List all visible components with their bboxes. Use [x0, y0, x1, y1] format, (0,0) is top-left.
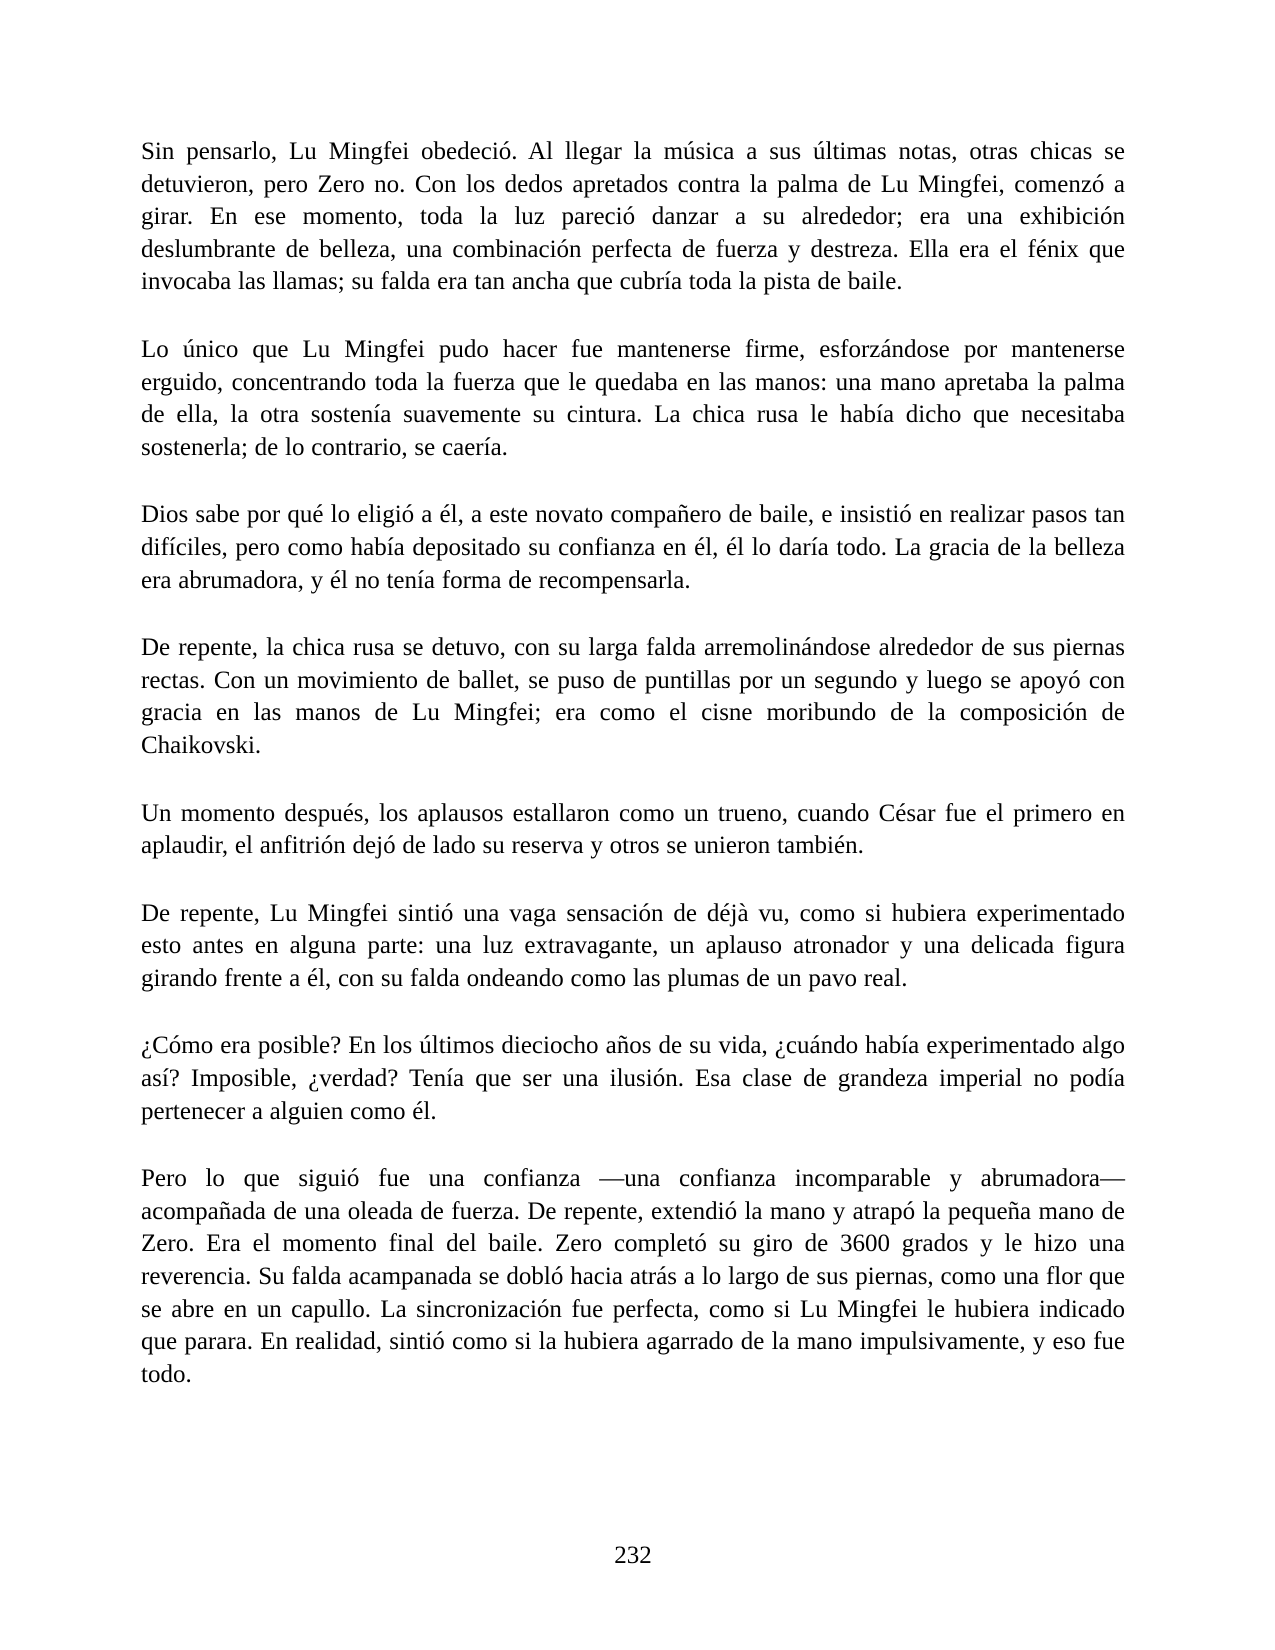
paragraph-2: Lo único que Lu Mingfei pudo hacer fue mantenerse firme, esforzándose por mantenerse erguido, concentrando toda la fuerza que le quedaba en las manos: una mano apretaba la palma de ella, la otra sostenía suavemente su cintura. La chica rusa le había dicho que necesitaba sostenerla; de lo contrario, se caería.	[141, 335, 1125, 461]
paragraph-5: Un momento después, los aplausos estallaron como un trueno, cuando César fue el primero en aplaudir, el anfitrión dejó de lado su reserva y otros se unieron también.	[141, 799, 1125, 860]
paragraph-3: Dios sabe por qué lo eligió a él, a este novato compañero de baile, e insistió en realizar pasos tan difíciles, pero como había depositado su confianza en él, él lo daría todo. La gracia de la belleza era abrumadora, y él no tenía forma de recompensarla.	[141, 501, 1125, 594]
body-text	[141, 136, 1125, 1391]
paragraph-7: ¿Cómo era posible? En los últimos dieciocho años de su vida, ¿cuándo había experimentado algo así? Imposible, ¿verdad? Tenía que ser una ilusión. Esa clase de grandeza imperial no podía pertenecer a alguien como él.	[141, 1032, 1125, 1125]
paragraph-8: Pero lo que siguió fue una confianza —una confianza incomparable y abrumadora— acompañada de una oleada de fuerza. De repente, extendió la mano y atrapó la pequeña mano de Zero. Era el momento final del baile. Zero completó su giro de 3600 grados y le hizo una reverencia. Su falda acampanada se dobló hacia atrás a lo largo de sus piernas, como una flor que se abre en un capullo. La sincronización fue perfecta, como si Lu Mingfei le hubiera indicado que parara. En realidad, sintió como si la hubiera agarrado de la mano impulsivamente, y eso fue todo.	[141, 1165, 1125, 1388]
paragraph-1: Sin pensarlo, Lu Mingfei obedeció. Al llegar la música a sus últimas notas, otras chicas se detuvieron, pero Zero no. Con los dedos apretados contra la palma de Lu Mingfei, comenzó a girar. En ese momento, toda la luz pareció danzar a su alrededor; era una exhibición deslumbrante de belleza, una combinación perfecta de fuerza y destreza. Ella era el fénix que invocaba las llamas; su falda era tan ancha que cubría toda la pista de baile.	[141, 138, 1125, 296]
paragraph-6: De repente, Lu Mingfei sintió una vaga sensación de déjà vu, como si hubiera experimentado esto antes en alguna parte: una luz extravagante, un aplauso atronador y una delicada figura girando frente a él, con su falda ondeando como las plumas de un pavo real.	[141, 899, 1125, 992]
paragraph-4: De repente, la chica rusa se detuvo, con su larga falda arremolinándose alrededor de sus piernas rectas. Con un movimiento de ballet, se puso de puntillas por un segundo y luego se apoyó con gracia en las manos de Lu Mingfei; era como el cisne moribundo de la composición de Chaikovski.	[141, 634, 1125, 759]
page-number: 232	[614, 1542, 652, 1569]
